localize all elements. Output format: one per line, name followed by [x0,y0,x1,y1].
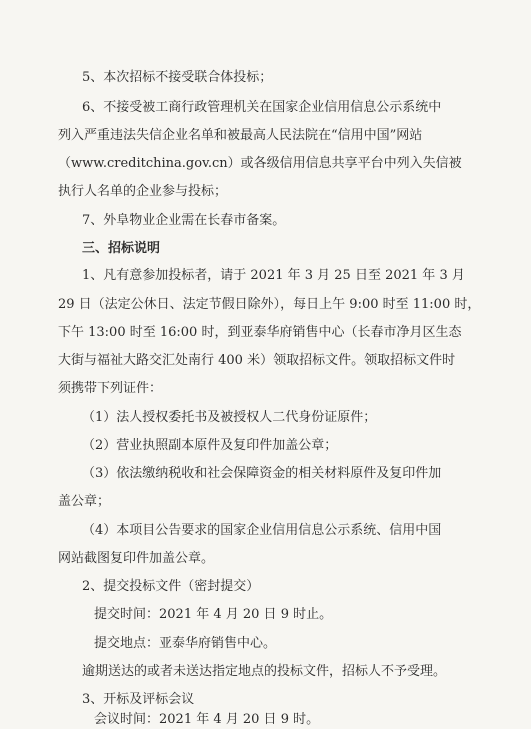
text-line: 5、本次招标不接受联合体投标； [82,70,273,85]
subsection-heading: 3、开标及评标会议 [82,692,195,707]
text-line: 下午 13:00 时至 16:00 时，到亚泰华府销售中心（长春市净月区生态 [58,325,462,340]
text-line: 须携带下列证件： [58,381,163,396]
text-line: 盖公章； [58,494,111,509]
text-line: 提交时间：2021 年 4 月 20 日 9 时止。 [94,607,333,622]
text-line: 列入严重违法失信企业名单和被最高人民法院在“信用中国”网站 [58,128,423,143]
text-line: （www.creditchina.gov.cn）或各级信用信息共享平台中列入失信被 [58,156,462,171]
text-line: （3）依法缴纳税收和社会保障资金的相关材料原件及复印件加 [82,466,442,481]
subsection-heading: 2、提交投标文件（密封提交） [82,579,260,594]
text-line: 网站截图复印件加盖公章。 [58,551,215,566]
text-line: 执行人名单的企业参与投标； [58,184,228,199]
text-line: 大街与福祉大路交汇处南行 400 米）领取招标文件。领取招标文件时 [58,353,456,368]
text-line: 会议时间：2021 年 4 月 20 日 9 时。 [94,712,320,727]
text-line: （1）法人授权委托书及被授权人二代身份证原件； [82,410,377,425]
text-line: （4）本项目公告要求的国家企业信用信息公示系统、信用中国 [82,523,442,538]
text-line: 29 日（法定公休日、法定节假日除外），每日上午 9:00 时至 11:00 时， [58,297,481,312]
text-line: 1、凡有意参加投标者，请于 2021 年 3 月 25 日至 2021 年 3 月 [82,268,465,283]
text-line: 提交地点：亚泰华府销售中心。 [94,636,277,651]
text-line: 7、外阜物业企业需在长春市备案。 [82,213,286,228]
text-line: （2）营业执照副本原件及复印件加盖公章； [82,438,338,453]
text-line: 6、不接受被工商行政管理机关在国家企业信用信息公示系统中 [82,100,442,115]
section-heading: 三、招标说明 [82,241,161,256]
text-line: 逾期送达的或者未送达指定地点的投标文件，招标人不予受理。 [82,664,447,679]
